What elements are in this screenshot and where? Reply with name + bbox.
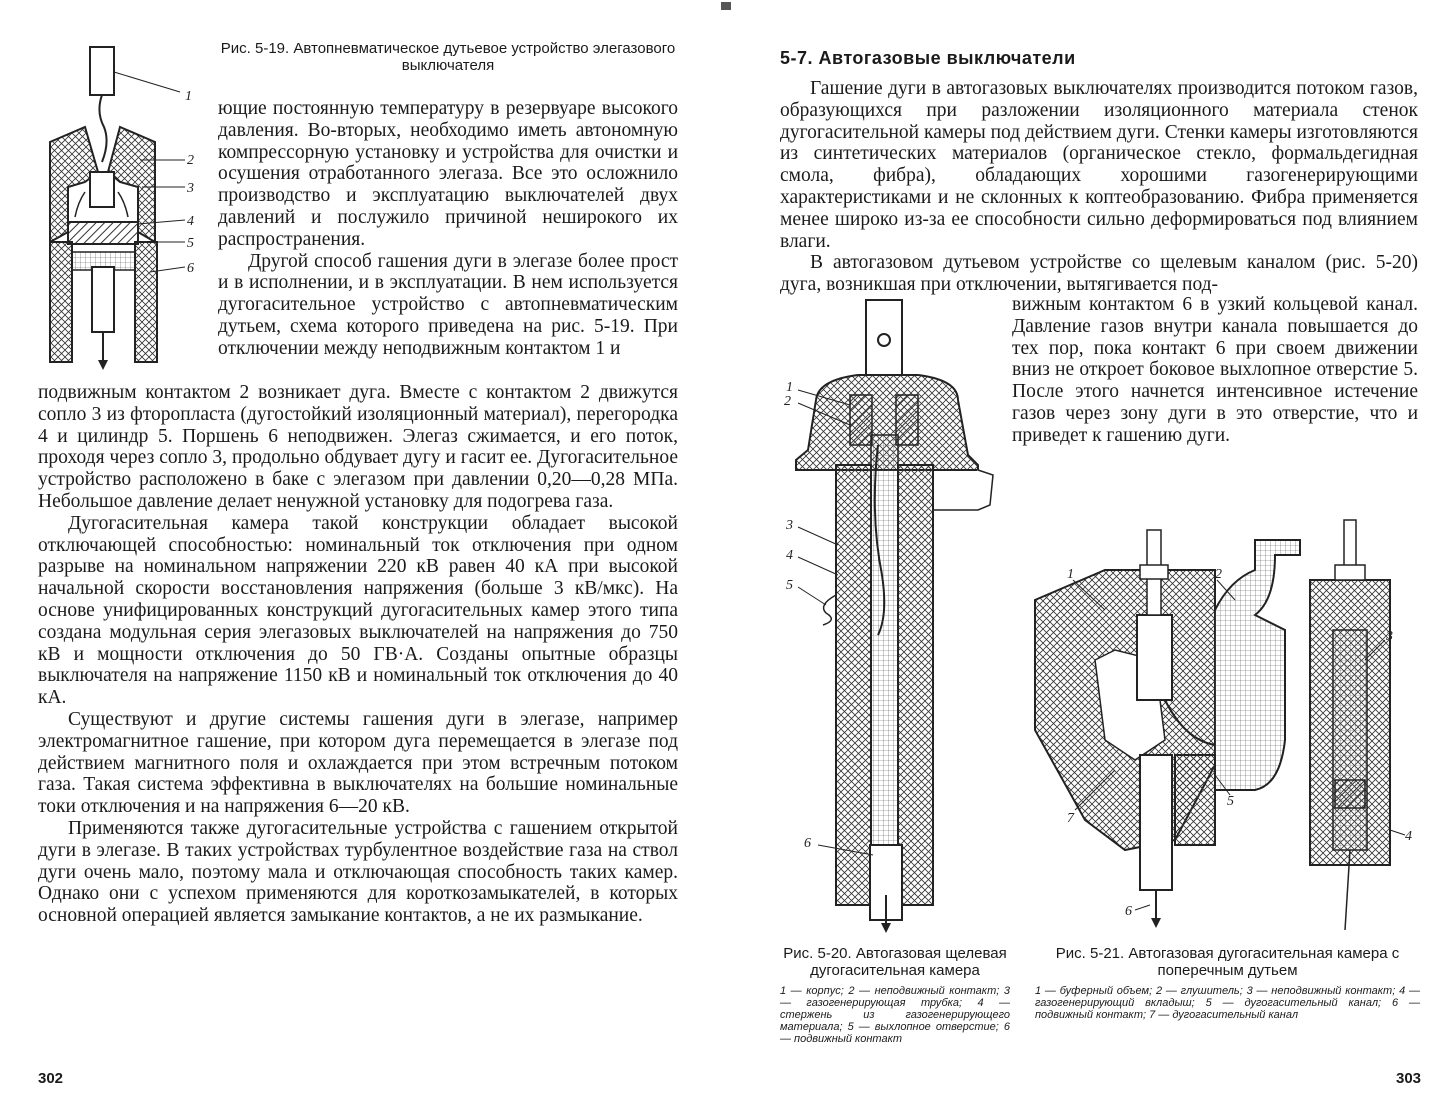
fig521-label-6: 6 bbox=[1125, 904, 1132, 919]
page-number-right: 303 bbox=[1396, 1070, 1422, 1087]
fig519-label-4: 4 bbox=[187, 214, 194, 229]
figure-5-20-legend: 1 — корпус; 2 — неподвижный контакт; 3 — газогенерирующая трубка; 4 — стержень из газогенерирующего материала; 5 — выхлопное отверстие; 6 — подвижный контакт bbox=[780, 985, 1010, 1045]
fig520-label-1: 1 bbox=[786, 380, 793, 395]
left-narrow-text bbox=[218, 98, 678, 360]
paragraph: Существуют и другие системы гашения дуги в элегазе, например электромагнитное гашение, при котором дуга перемещается в элегазе под действием магнитного поля и охлаждается при этом встречным потоком газа. Такая система эффективна в выключателях на большие номинальные токи отключения и на напряжения 6—20 кВ. bbox=[38, 708, 678, 818]
paragraph: Применяются также дугогасительные устройства с гашением открытой дуги в элегазе. В таких устройствах турбулентное воздействие газа на ствол дуги очень мало, поэтому мала и отключающая способность таких камер. Однако они с успехом применяются для короткозамыкателей, в которых основной операцией является замыкание контактов, а не их размыкание. bbox=[38, 817, 678, 927]
figure-5-20-diagram bbox=[778, 295, 1008, 935]
fig520-label-2: 2 bbox=[784, 394, 791, 409]
fig520-label-3: 3 bbox=[786, 518, 793, 533]
fig521-label-7: 7 bbox=[1067, 811, 1074, 826]
paragraph: Дугогасительная камера такой конструкции обладает высокой отключающей способностью: номинальный ток отключения при одном разрыве на номинальном напряжении 220 кВ равен 40 кА при высокой начальной скорости восстановления напряжения (больше 3 кВ/мкс). На основе унифицированных конструкций дугогасительных камер этого типа создана модульная серия элегазовых выключателей на напряжения до 750 кВ и мощности отключения до 50 ГВ·А. Созданы опытные образцы выключателя на напряжение 1150 кВ и номинальный ток отключения до 40 кА. bbox=[38, 512, 678, 709]
fig519-label-6: 6 bbox=[187, 261, 194, 276]
right-top-text bbox=[780, 78, 1418, 296]
fig521-label-3: 3 bbox=[1386, 629, 1393, 644]
paragraph: Гашение дуги в автогазовых выключателях производится потоком газов, образующихся при разложении изоляционного материала стенок дугогасительной камеры под действием дуги. Стенки камеры изготовляются из синтетических материалов (органическое стекло, формальдегидная смола, фибра), обладающих хорошими газогенерирующими характеристиками и не склонных к коптеобразованию. Фибра применяется менее широко из-за ее способности сильно деформироваться под влиянием влаги. bbox=[780, 78, 1418, 252]
fig521-label-4: 4 bbox=[1405, 829, 1412, 844]
figure-5-19-caption: Рис. 5-19. Автопневматическое дутьевое устройство элегазового выключателя bbox=[220, 40, 676, 74]
figure-5-19-diagram bbox=[30, 42, 220, 372]
page-number-left: 302 bbox=[38, 1070, 64, 1087]
figure-5-21-diagram bbox=[1015, 510, 1430, 940]
figure-5-21-caption: Рис. 5-21. Автогазовая дугогасительная камера с поперечным дутьем bbox=[1055, 945, 1400, 979]
paragraph: вижным контактом 6 в узкий кольцевой канал. Давление газов внутри канала повышается до тех пор, пока контакт 6 при своем движении вниз не откроет боковое выхлопное отверстие 5. После этого начнется интенсивное истечение газов через зону дуги в это отверстие, что и приведет к гашению дуги. bbox=[1012, 294, 1418, 446]
fig520-label-6: 6 bbox=[804, 836, 811, 851]
paragraph: ющие постоянную температуру в резервуаре высокого давления. Во-вторых, необходимо иметь автономную компрессорную установку и устройства для очистки и осушения отработанного элегаза. Все это осложнило производство и эксплуатацию выключателей двух давлений и послужило причиной неширокого их распространения. bbox=[218, 98, 678, 250]
right-narrow-text bbox=[1012, 294, 1418, 447]
figure-5-20-caption: Рис. 5-20. Автогазовая щелевая дугогасительная камера bbox=[783, 945, 1007, 979]
section-title: 5-7. Автогазовые выключатели bbox=[780, 48, 1076, 68]
fig519-label-5: 5 bbox=[187, 236, 194, 251]
fig519-label-2: 2 bbox=[187, 153, 194, 168]
fig519-label-3: 3 bbox=[187, 181, 194, 196]
paragraph: подвижным контактом 2 возникает дуга. Вместе с контактом 2 движутся сопло 3 из фторопласта (дугостойкий изоляционный материал), перегородка 4 и цилиндр 5. Поршень 6 неподвижен. Элегаз сжимается, и его поток, проходя через сопло 3, продольно обдувает дугу и гасит ее. Дугогасительное устройство расположено в баке с элегазом при давлении 0,20—0,28 МПа. Небольшое давление делает ненужной установку для подогрева газа. bbox=[38, 382, 678, 512]
fig521-label-5: 5 bbox=[1227, 794, 1234, 809]
figure-5-21-legend: 1 — буферный объем; 2 — глушитель; 3 — неподвижный контакт; 4 — газогенерирующий вкладыш; 5 — дугогасительный канал; 6 — подвижный контакт; 7 — дугогасительный канал bbox=[1035, 985, 1420, 1021]
fig519-label-1: 1 bbox=[185, 89, 192, 104]
fig520-label-5: 5 bbox=[786, 578, 793, 593]
paragraph: В автогазовом дутьевом устройстве со щелевым каналом (рис. 5-20) дуга, возникшая при отключении, вытягивается под- bbox=[780, 252, 1418, 296]
paragraph: Другой способ гашения дуги в элегазе более прост и в исполнении, и в эксплуатации. В нем используется дугогасительное устройство с автопневматическим дутьем, схема которого приведена на рис. 5-19. При отключении между неподвижным контактом 1 и bbox=[218, 250, 678, 359]
fig520-label-4: 4 bbox=[786, 548, 793, 563]
fig521-label-2: 2 bbox=[1215, 567, 1222, 582]
fig521-label-1: 1 bbox=[1067, 567, 1074, 582]
left-full-text bbox=[38, 382, 678, 927]
